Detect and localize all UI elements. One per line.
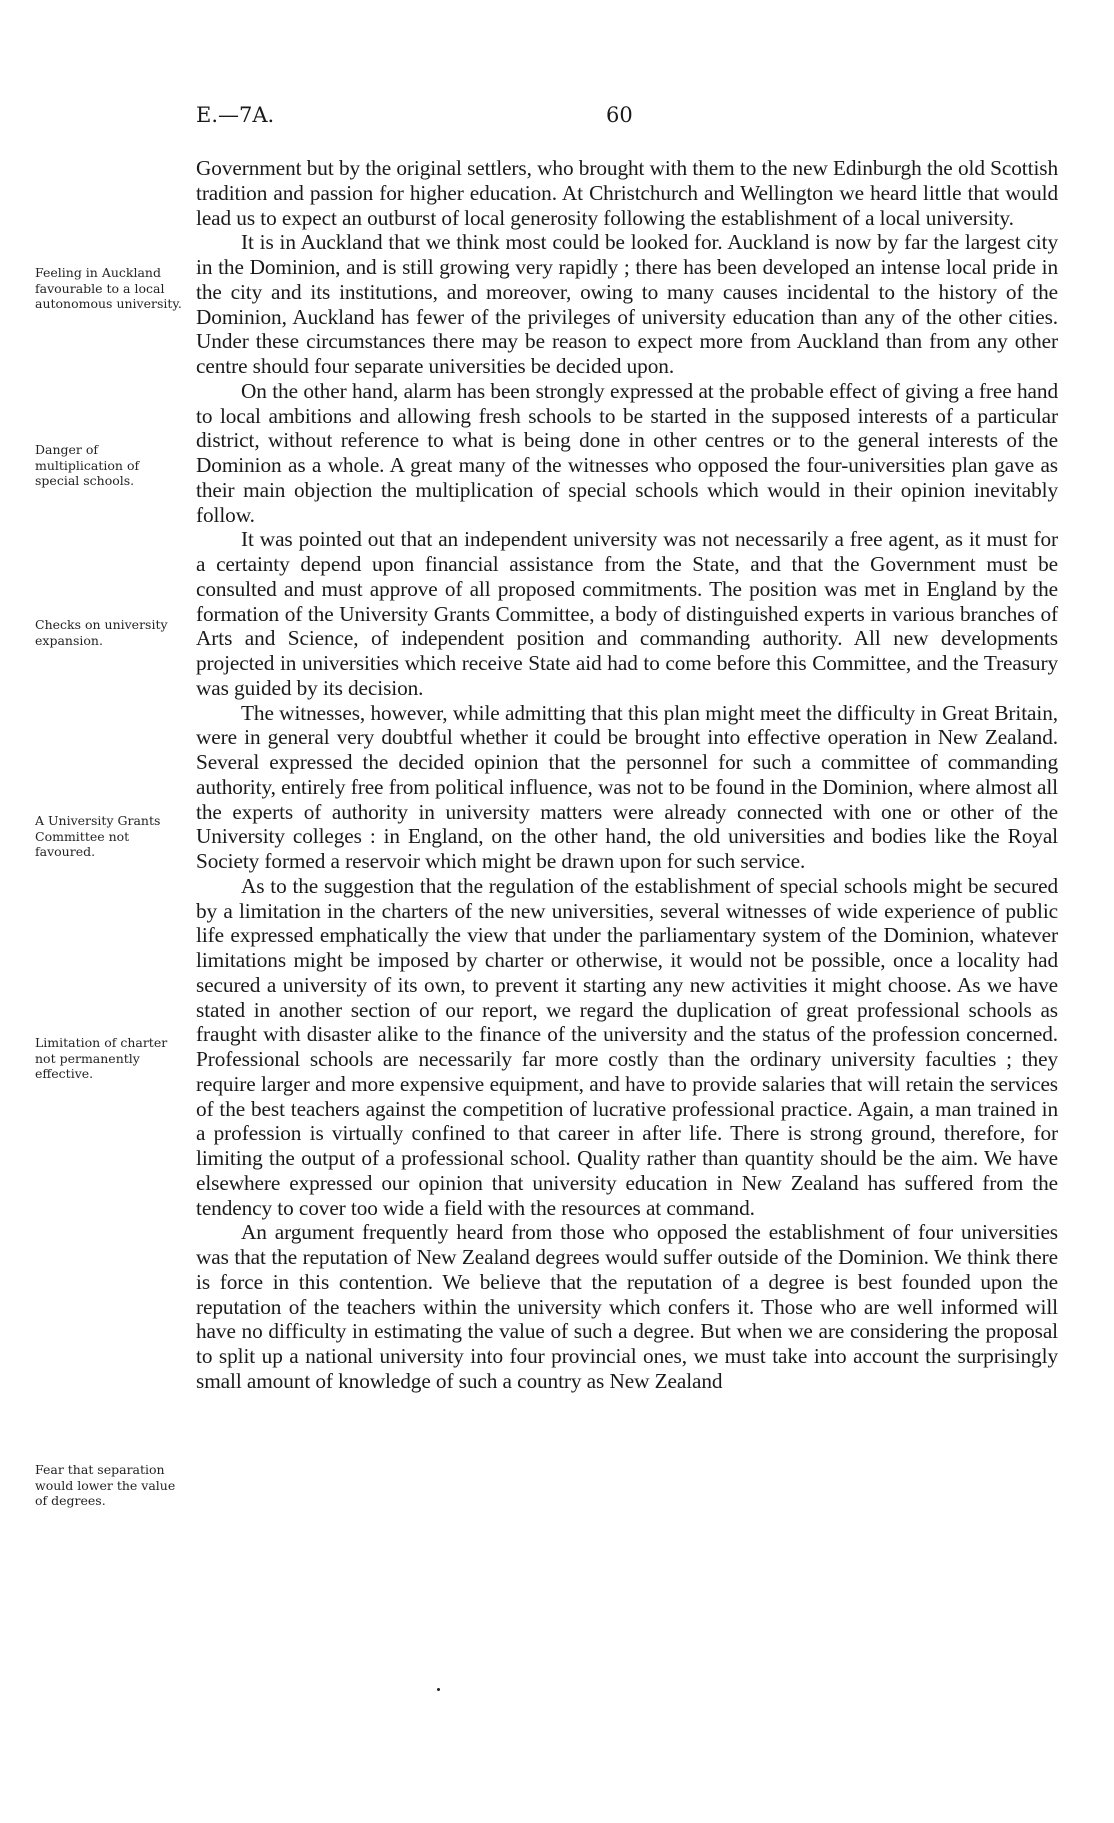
scan-speck [437, 1688, 440, 1691]
sidenote: Checks on university expansion. [35, 617, 168, 648]
document-reference: E.—7A. [196, 103, 275, 127]
paragraph: An argument frequently heard from those who opposed the establishment of four universities was that the reputation of New Zealand degrees would suffer outside of the Dominion. We think there is force in this contention. We believe that the reputation of a degree is best founded upon the reputation of the teachers within the university which confers it. Those who are well informed will have no difficulty in estimating the value of such a degree. But when we are considering the proposal to split up a national university into four provincial ones, we must take into account the surprisingly small amount of knowledge of such a country as New Zealand [196, 1220, 1058, 1393]
sidenote: Danger of multiplication of special schools. [35, 442, 140, 488]
sidenote: Fear that separation would lower the value of degrees. [35, 1462, 176, 1508]
sidenote: Feeling in Auckland favourable to a local autonomous university. [35, 265, 182, 311]
paragraph: As to the suggestion that the regulation of the establishment of special schools might be secured by a limitation in the charters of the new universities, several witnesses of wide experience of public life expressed emphatically the view that under the parliamentary system of the Dominion, whatever limitations might be imposed by charter or otherwise, it would not be possible, once a locality had secured a university of its own, to prevent it starting any new activities it might choose. As we have stated in another section of our report, we regard the duplication of great professional schools as fraught with disaster alike to the finance of the university and the status of the profession concerned. Professional schools are necessarily far more costly than the ordinary university faculties ; they require larger and more expensive equipment, and have to provide salaries that will retain the services of the best teachers against the competition of lucrative professional practice. Again, a man trained in a profession is virtually confined to that career in after life. There is strong ground, therefore, for limiting the output of a professional school. Quality rather than quantity should be the aim. We have elsewhere expressed our opinion that university education in New Zealand has suffered from the tendency to cover too wide a field with the resources at command. [196, 873, 1058, 1220]
sidenote: Limitation of charter not permanently effective. [35, 1035, 168, 1081]
paragraph: The witnesses, however, while admitting that this plan might meet the difficulty in Great Britain, were in general very doubtful whether it could be brought into effective operation in New Zealand. Several expressed the decided opinion that the personnel for such a committee of commanding authority, entirely free from political influence, was not to be found in the Dominion, where almost all the experts of authority in university matters were already connected with one or other of the University colleges : in England, on the other hand, the old universities and bodies like the Royal Society formed a reservoir which might be drawn upon for such service. [196, 700, 1058, 873]
paragraph: It is in Auckland that we think most could be looked for. Auckland is now by far the largest city in the Dominion, and is still growing very rapidly ; there has been developed an intense local pride in the city and its institutions, and moreover, owing to many causes incidental to the history of the Dominion, Auckland has fewer of the privileges of university education than any of the other cities. Under these circumstances there may be reason to expect more from Auckland than from any other centre should four separate universities be decided upon. [196, 230, 1058, 378]
paragraph: It was pointed out that an independent university was not necessarily a free agent, as it must for a certainty depend upon financial assistance from the State, and that the Government must be consulted and must approve of all proposed commitments. The position was met in England by the formation of the University Grants Committee, a body of distinguished experts in various branches of Arts and Science, of independent position and commanding authority. All new developments projected in universities which receive State aid had to come before this Committee, and the Treasury was guided by its decision. [196, 527, 1058, 700]
paragraph: On the other hand, alarm has been strongly expressed at the probable effect of giving a free hand to local ambitions and allowing fresh schools to be started in the supposed interests of a particular district, without reference to what is being done in other centres or to the general interests of the Dominion as a whole. A great many of the witnesses who opposed the four-universities plan gave as their main objection the multiplication of special schools which would in their opinion inevitably follow. [196, 378, 1058, 527]
page-number: 60 [606, 103, 633, 127]
sidenote: A University Grants Committee not favoured. [35, 813, 161, 859]
paragraph: Government but by the original settlers, who brought with them to the new Edinburgh the old Scottish tradition and passion for higher education. At Christchurch and Wellington we heard little that would lead us to expect an outburst of local generosity following the establishment of a local university. [196, 156, 1058, 230]
body-text [196, 156, 1058, 1394]
